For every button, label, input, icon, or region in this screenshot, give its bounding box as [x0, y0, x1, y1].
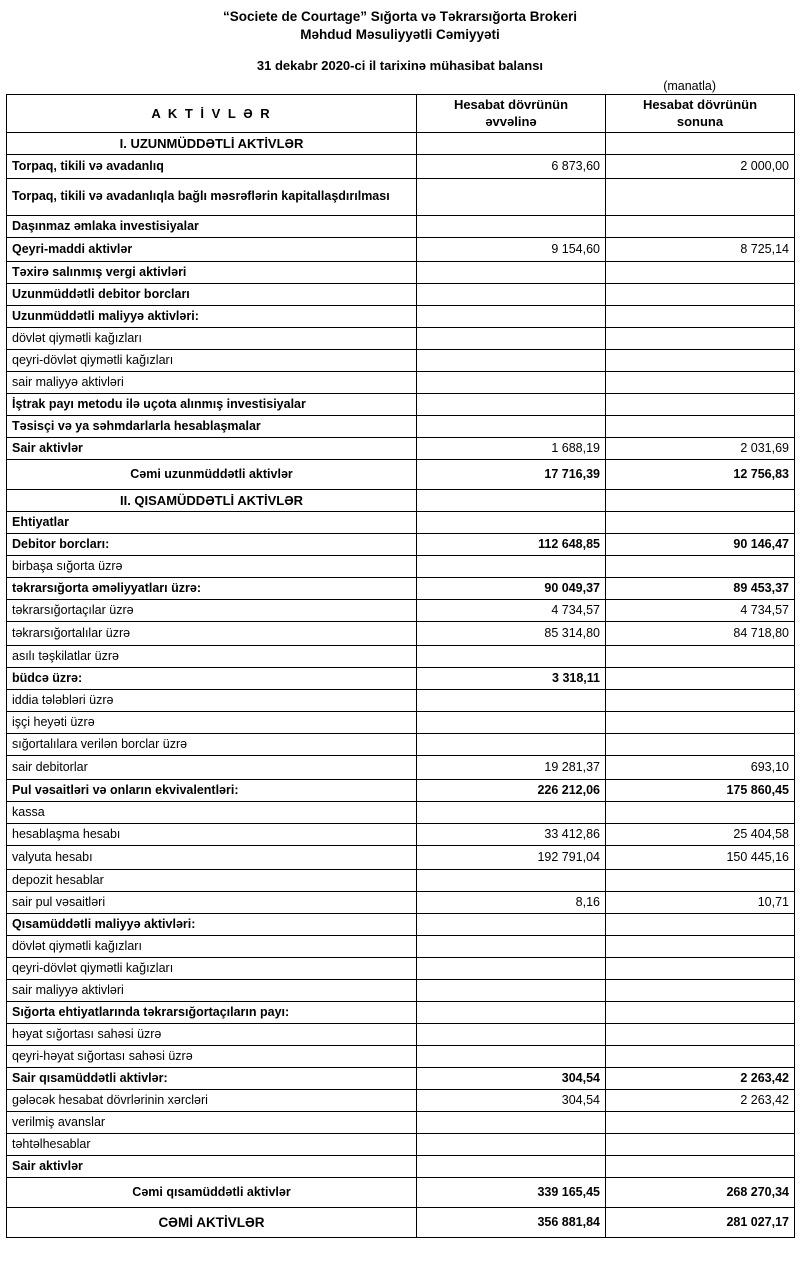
table-row: [7, 1111, 795, 1133]
row-label: Təxirə salınmış vergi aktivləri: [7, 261, 417, 283]
row-value-end: [606, 869, 795, 891]
table-row: [7, 979, 795, 1001]
row-value-end: [606, 215, 795, 237]
row-value-begin: [417, 689, 606, 711]
row-value-end: [606, 733, 795, 755]
row-value-begin: 304,54: [417, 1067, 606, 1089]
row-value-end: 150 445,16: [606, 845, 795, 869]
table-row: [7, 533, 795, 555]
row-value-begin: [417, 1001, 606, 1023]
row-label: İştrak payı metodu ilə uçota alınmış investisiyalar: [7, 393, 417, 415]
section-empty-begin: [417, 489, 606, 511]
row-value-begin: 19 281,37: [417, 755, 606, 779]
table-row: [7, 154, 795, 178]
table-row: [7, 891, 795, 913]
row-value-begin: [417, 979, 606, 1001]
row-label: Debitor borcları:: [7, 533, 417, 555]
row-value-end: [606, 1045, 795, 1067]
table-row: [7, 1023, 795, 1045]
document-subtitle: 31 dekabr 2020-ci il tarixinə mühasibat balansı: [256, 58, 544, 74]
row-label: qeyri-dövlət qiymətli kağızları: [7, 349, 417, 371]
row-value-end: [606, 645, 795, 667]
row-value-end: [606, 349, 795, 371]
row-value-begin: [417, 283, 606, 305]
row-label: qeyri-dövlət qiymətli kağızları: [7, 957, 417, 979]
row-value-end: [606, 305, 795, 327]
column-header-begin-line2: əvvəlinə: [485, 113, 537, 129]
row-label: sair maliyyə aktivləri: [7, 979, 417, 1001]
row-value-end: [606, 667, 795, 689]
row-label: Uzunmüddətli maliyyə aktivləri:: [7, 305, 417, 327]
table-row: [7, 555, 795, 577]
row-value-end: 2 263,42: [606, 1089, 795, 1111]
table-row: [7, 689, 795, 711]
row-label: Qısamüddətli maliyyə aktivləri:: [7, 913, 417, 935]
table-row: [7, 869, 795, 891]
row-value-end: 2 000,00: [606, 154, 795, 178]
table-row: [7, 349, 795, 371]
row-value-begin: 6 873,60: [417, 154, 606, 178]
row-value-end: 10,71: [606, 891, 795, 913]
row-label: Pul vəsaitləri və onların ekvivalentləri:: [7, 779, 417, 801]
table-row: [7, 215, 795, 237]
row-label: Sair aktivlər: [7, 1155, 417, 1177]
row-value-end: 89 453,37: [606, 577, 795, 599]
table-row: [7, 305, 795, 327]
row-value-begin: [417, 1111, 606, 1133]
row-value-begin: 192 791,04: [417, 845, 606, 869]
table-row: [7, 645, 795, 667]
row-value-begin: 339 165,45: [417, 1177, 606, 1207]
row-value-end: [606, 283, 795, 305]
row-label: Sığorta ehtiyatlarında təkrarsığortaçıların payı:: [7, 1001, 417, 1023]
row-value-begin: [417, 913, 606, 935]
row-value-begin: [417, 393, 606, 415]
company-title-line2: Məhdud Məsuliyyətli Cəmiyyəti: [300, 27, 500, 43]
column-header-begin: [417, 95, 606, 133]
row-label: Torpaq, tikili və avadanlıqla bağlı məsrəflərin kapitallaşdırılması: [7, 178, 417, 215]
row-label: Qeyri-maddi aktivlər: [7, 237, 417, 261]
table-row: [7, 621, 795, 645]
row-value-begin: [417, 349, 606, 371]
row-value-end: [606, 935, 795, 957]
row-value-begin: [417, 555, 606, 577]
section-title-longterm: I. UZUNMÜDDƏTLİ AKTİVLƏR: [7, 132, 417, 154]
row-value-begin: [417, 645, 606, 667]
row-label: sığortalılara verilən borclar üzrə: [7, 733, 417, 755]
table-row: [7, 178, 795, 215]
section-empty-end: [606, 489, 795, 511]
row-value-begin: [417, 869, 606, 891]
table-row: [7, 823, 795, 845]
row-value-begin: [417, 1023, 606, 1045]
row-value-begin: [417, 733, 606, 755]
table-row: [7, 733, 795, 755]
row-label: hesablaşma hesabı: [7, 823, 417, 845]
row-value-begin: 304,54: [417, 1089, 606, 1111]
table-row: [7, 415, 795, 437]
table-row: [7, 1155, 795, 1177]
row-label: birbaşa sığorta üzrə: [7, 555, 417, 577]
row-value-begin: [417, 371, 606, 393]
row-label: Cəmi qısamüddətli aktivlər: [7, 1177, 417, 1207]
row-label: sair debitorlar: [7, 755, 417, 779]
column-header-begin-line1: Hesabat dövrünün: [453, 97, 569, 113]
row-value-end: [606, 511, 795, 533]
row-value-end: [606, 415, 795, 437]
row-label: Sair aktivlər: [7, 437, 417, 459]
row-value-end: [606, 261, 795, 283]
row-label: dövlət qiymətli kağızları: [7, 935, 417, 957]
row-value-end: [606, 957, 795, 979]
table-row: [7, 913, 795, 935]
table-row: [7, 1089, 795, 1111]
row-value-end: [606, 913, 795, 935]
row-value-end: [606, 711, 795, 733]
row-value-begin: [417, 215, 606, 237]
row-label: Sair qısamüddətli aktivlər:: [7, 1067, 417, 1089]
row-value-end: 2 031,69: [606, 437, 795, 459]
row-value-begin: 112 648,85: [417, 533, 606, 555]
row-value-end: 25 404,58: [606, 823, 795, 845]
company-title-line1: “Societe de Courtage” Sığorta və Təkrarsığorta Brokeri: [222, 9, 578, 24]
table-row: [7, 755, 795, 779]
row-value-end: [606, 393, 795, 415]
row-value-begin: 3 318,11: [417, 667, 606, 689]
table-row: [7, 801, 795, 823]
row-label: Təsisçi və ya səhmdarlarla hesablaşmalar: [7, 415, 417, 437]
row-value-begin: [417, 305, 606, 327]
table-row: [7, 1001, 795, 1023]
row-value-end: 693,10: [606, 755, 795, 779]
table-row: [7, 437, 795, 459]
table-row: [7, 327, 795, 349]
table-row: [7, 577, 795, 599]
row-value-begin: [417, 957, 606, 979]
row-label: Uzunmüddətli debitor borcları: [7, 283, 417, 305]
table-row-total: [7, 1177, 795, 1207]
section-empty-end: [606, 132, 795, 154]
row-value-begin: 1 688,19: [417, 437, 606, 459]
row-value-begin: 226 212,06: [417, 779, 606, 801]
row-value-begin: 356 881,84: [417, 1207, 606, 1237]
row-value-begin: [417, 261, 606, 283]
column-header-end: [606, 95, 795, 133]
row-label: həyat sığortası sahəsi üzrə: [7, 1023, 417, 1045]
section-header-row: [7, 132, 795, 154]
balance-table: [6, 94, 795, 1238]
table-row: [7, 237, 795, 261]
row-value-end: 84 718,80: [606, 621, 795, 645]
row-value-end: 2 263,42: [606, 1067, 795, 1089]
row-value-end: [606, 327, 795, 349]
table-row: [7, 599, 795, 621]
row-value-end: [606, 1001, 795, 1023]
row-value-begin: [417, 511, 606, 533]
row-value-begin: 9 154,60: [417, 237, 606, 261]
row-label: dövlət qiymətli kağızları: [7, 327, 417, 349]
row-label: valyuta hesabı: [7, 845, 417, 869]
row-value-begin: [417, 1045, 606, 1067]
row-value-end: 175 860,45: [606, 779, 795, 801]
row-label: sair maliyyə aktivləri: [7, 371, 417, 393]
row-value-begin: [417, 178, 606, 215]
table-row: [7, 935, 795, 957]
row-value-end: 90 146,47: [606, 533, 795, 555]
row-label: təkrarsığorta əməliyyatları üzrə:: [7, 577, 417, 599]
row-label: təkrarsığortaçılar üzrə: [7, 599, 417, 621]
row-value-end: [606, 178, 795, 215]
section-header-row: [7, 489, 795, 511]
table-row: [7, 511, 795, 533]
row-value-end: [606, 801, 795, 823]
table-row: [7, 667, 795, 689]
currency-note: (manatla): [663, 79, 716, 94]
row-label: iddia tələbləri üzrə: [7, 689, 417, 711]
section-title-shortterm: II. QISAMÜDDƏTLİ AKTİVLƏR: [7, 489, 417, 511]
row-value-begin: [417, 1155, 606, 1177]
row-label: verilmiş avanslar: [7, 1111, 417, 1133]
section-empty-begin: [417, 132, 606, 154]
row-label: təhtəlhesablar: [7, 1133, 417, 1155]
row-label: qeyri-həyat sığortası sahəsi üzrə: [7, 1045, 417, 1067]
row-label: depozit hesablar: [7, 869, 417, 891]
row-value-end: [606, 1111, 795, 1133]
row-label: sair pul vəsaitləri: [7, 891, 417, 913]
row-value-begin: 4 734,57: [417, 599, 606, 621]
table-row: [7, 845, 795, 869]
column-header-end-line2: sonuna: [676, 113, 724, 129]
row-label: Cəmi uzunmüddətli aktivlər: [7, 459, 417, 489]
table-row-total: [7, 459, 795, 489]
row-value-end: [606, 979, 795, 1001]
table-row: [7, 283, 795, 305]
row-value-end: [606, 1133, 795, 1155]
row-label: gələcək hesabat dövrlərinin xərcləri: [7, 1089, 417, 1111]
row-value-end: [606, 1155, 795, 1177]
row-label: Daşınmaz əmlaka investisiyalar: [7, 215, 417, 237]
row-label: kassa: [7, 801, 417, 823]
row-value-end: 281 027,17: [606, 1207, 795, 1237]
row-value-end: [606, 1023, 795, 1045]
table-row: [7, 957, 795, 979]
table-row: [7, 261, 795, 283]
table-row: [7, 779, 795, 801]
column-header-end-line1: Hesabat dövrünün: [642, 97, 758, 113]
row-label: təkrarsığortalılar üzrə: [7, 621, 417, 645]
table-row: [7, 1067, 795, 1089]
table-row: [7, 393, 795, 415]
row-value-begin: 85 314,80: [417, 621, 606, 645]
row-label: Ehtiyatlar: [7, 511, 417, 533]
row-value-end: [606, 555, 795, 577]
row-value-begin: [417, 935, 606, 957]
row-value-begin: 17 716,39: [417, 459, 606, 489]
table-row: [7, 711, 795, 733]
table-row: [7, 1045, 795, 1067]
row-value-end: 4 734,57: [606, 599, 795, 621]
row-value-begin: [417, 801, 606, 823]
table-row-grand-total: [7, 1207, 795, 1237]
row-value-begin: 8,16: [417, 891, 606, 913]
row-value-begin: [417, 327, 606, 349]
row-label: Torpaq, tikili və avadanlıq: [7, 154, 417, 178]
table-header-row: [7, 95, 795, 133]
column-header-assets: A K T İ V L Ə R: [7, 95, 417, 133]
row-label: büdcə üzrə:: [7, 667, 417, 689]
row-value-begin: 90 049,37: [417, 577, 606, 599]
row-label: asılı təşkilatlar üzrə: [7, 645, 417, 667]
row-value-begin: [417, 1133, 606, 1155]
row-value-begin: [417, 711, 606, 733]
row-value-end: 268 270,34: [606, 1177, 795, 1207]
row-label: işçi heyəti üzrə: [7, 711, 417, 733]
row-label: CƏMİ AKTİVLƏR: [7, 1207, 417, 1237]
row-value-begin: 33 412,86: [417, 823, 606, 845]
row-value-end: [606, 689, 795, 711]
row-value-end: 8 725,14: [606, 237, 795, 261]
table-row: [7, 371, 795, 393]
row-value-end: 12 756,83: [606, 459, 795, 489]
table-row: [7, 1133, 795, 1155]
row-value-end: [606, 371, 795, 393]
row-value-begin: [417, 415, 606, 437]
